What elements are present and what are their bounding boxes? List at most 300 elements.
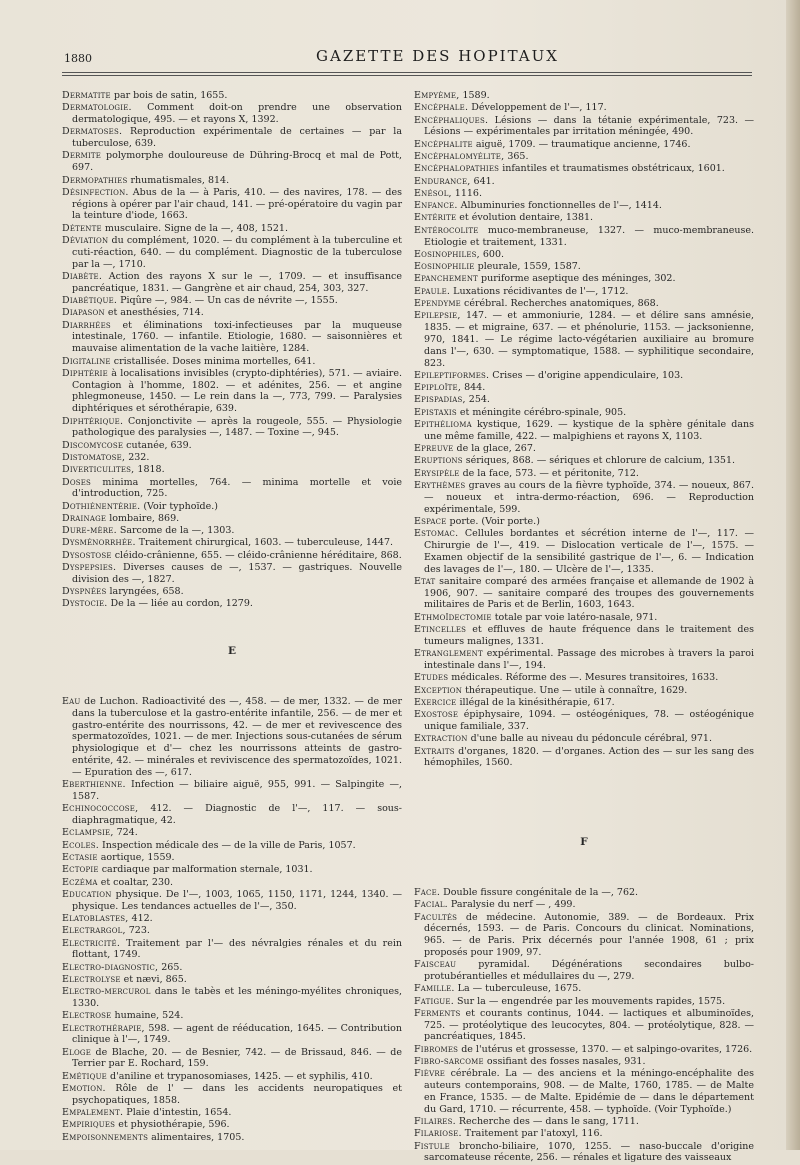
index-entry bbox=[62, 1132, 402, 1144]
entry-headword: Electro-mercurol bbox=[62, 986, 151, 998]
entry-text: Comment doit-on prendre une observation dermatologique, 495. — et rayons X, 1392. bbox=[72, 102, 402, 126]
index-entry bbox=[414, 163, 754, 175]
entry-headword: Electrargol, bbox=[62, 925, 126, 937]
entry-text: Plaie d'intestin, 1654. bbox=[123, 1107, 232, 1119]
entry-text: totale par voie latéro-nasale, 971. bbox=[491, 611, 658, 623]
entry-text: porte. (Voir porte.) bbox=[446, 515, 540, 527]
index-entry bbox=[414, 310, 754, 369]
entry-text: cardiaque par malformation sternale, 1031. bbox=[98, 864, 313, 876]
entry-headword: Dysménorrhée. bbox=[62, 537, 136, 549]
entry-headword: Eruptions bbox=[414, 455, 463, 467]
entry-headword: Epanchement bbox=[414, 273, 479, 285]
entry-text: Reproduction expérimentale de certaines — par la tuberculose, 639. bbox=[72, 126, 402, 150]
entry-text: de médecine. Autonomie, 389. — de Bordeaux. Prix décernés, 1593. — de Paris. Concours du clinicat. Nominations, 965. — de Paris. Prix décernés pour l'année 1908, 61 ; prix proposés pour 1909, 97. bbox=[424, 911, 754, 958]
entry-text: 844. bbox=[461, 382, 486, 394]
index-entry bbox=[62, 175, 402, 187]
index-entry bbox=[62, 187, 402, 222]
entry-text: et effluves de haute fréquence dans le traitement des tumeurs malignes, 1331. bbox=[424, 624, 754, 647]
index-entry bbox=[414, 576, 754, 611]
index-entry bbox=[62, 852, 402, 864]
header-rule bbox=[62, 72, 752, 73]
header-rule-double bbox=[62, 75, 752, 76]
entry-headword: Enfance. bbox=[414, 200, 458, 212]
entry-headword: Dermatologie. bbox=[62, 102, 132, 114]
index-entry bbox=[62, 827, 402, 839]
index-entry bbox=[414, 115, 754, 139]
entry-text: lombaire, 869. bbox=[106, 512, 180, 524]
index-entry bbox=[414, 528, 754, 575]
index-entry bbox=[414, 261, 754, 273]
entry-headword: Emotion. bbox=[62, 1083, 106, 1095]
entry-headword: Dysostose bbox=[62, 549, 112, 561]
entry-headword: Electrose bbox=[62, 1010, 112, 1022]
index-entry bbox=[414, 139, 754, 151]
entry-text: Lésions — dans la tétanie expérimentale, 723. — Lésions — expérimentales par irritation méningée, 490. bbox=[424, 114, 754, 138]
entries-d bbox=[62, 90, 402, 610]
entry-text: cérébrale. La — des anciens et la méningo-encéphalite des auteurs contemporains, 908. — de Malte, 1760, 1785. — de Malte en France, 1535. — de Malte. Epidémie de — dans le département du Gard, 1710. — récurrente, 458. — typhoïde. (Voir Typhoïde.) bbox=[424, 1068, 754, 1115]
entry-headword: Drainage bbox=[62, 512, 107, 524]
entry-headword: Epileptiformes. bbox=[414, 369, 490, 381]
entry-text: illégal de la kinésithérapie, 617. bbox=[456, 696, 615, 708]
entry-text: humaine, 524. bbox=[111, 1010, 184, 1022]
entry-headword: Facultés bbox=[414, 911, 458, 923]
entry-text: Traitement par l'— des névralgies rénales et du rein flottant, 1749. bbox=[72, 937, 402, 961]
entry-headword: Détente bbox=[62, 222, 102, 234]
entry-headword: Diapason bbox=[62, 307, 105, 319]
entry-text: dans le tabès et les méningo-myélites chroniques, 1330. bbox=[72, 986, 402, 1009]
entry-headword: Encéphalopathies bbox=[414, 163, 500, 175]
index-entry bbox=[62, 1047, 402, 1071]
entry-text: Double fissure congénitale de la —, 762. bbox=[440, 886, 639, 898]
index-entry bbox=[62, 102, 402, 126]
entry-headword: Dermite bbox=[62, 150, 102, 162]
index-entry bbox=[414, 370, 754, 382]
entry-headword: Fatigue. bbox=[414, 995, 454, 1007]
entry-text: cristallisée. Doses minima mortelles, 641. bbox=[110, 355, 316, 367]
entry-text: épiphysaire, 1094. — ostéogéniques, 78. — ostéogénique unique familiale, 337. bbox=[424, 709, 754, 732]
entry-text: cléido-crânienne, 655. — cléido-crânienne héréditaire, 868. bbox=[111, 549, 402, 561]
entry-text: Albuminuries fonctionnelles de l'—, 1414. bbox=[457, 200, 662, 212]
index-entry bbox=[414, 102, 754, 114]
index-entry bbox=[414, 1044, 754, 1056]
entry-text: par bois de satin, 1655. bbox=[110, 90, 228, 101]
entry-headword: Désinfection. bbox=[62, 186, 129, 198]
entry-headword: Dothiénentérie. bbox=[62, 500, 141, 512]
index-entry bbox=[62, 1023, 402, 1047]
index-entry bbox=[414, 1008, 754, 1043]
entry-text: Sarcome de la —, 1303. bbox=[116, 525, 235, 537]
index-entry bbox=[414, 672, 754, 684]
index-entry bbox=[414, 1116, 754, 1128]
index-entry bbox=[62, 877, 402, 889]
index-entry bbox=[62, 90, 402, 102]
index-entry bbox=[62, 562, 402, 586]
index-entry bbox=[414, 286, 754, 298]
entry-headword: Dure-mère. bbox=[62, 525, 117, 537]
index-entry bbox=[62, 586, 402, 598]
entry-text: Développement de l'—, 117. bbox=[468, 102, 607, 114]
entry-headword: Facial. bbox=[414, 899, 448, 911]
entry-headword: Ectasie bbox=[62, 851, 98, 863]
entry-headword: Empalement. bbox=[62, 1107, 124, 1119]
entry-headword: Diphtérie bbox=[62, 367, 108, 379]
entry-headword: Diverticulites, bbox=[62, 464, 135, 476]
entry-headword: Eczéma bbox=[62, 876, 98, 888]
entry-headword: Empyème, bbox=[414, 90, 460, 101]
entry-text: Piqûre —, 984. — Un cas de névrite —, 1555. bbox=[117, 295, 338, 307]
index-entry bbox=[62, 126, 402, 150]
index-entry bbox=[414, 697, 754, 709]
index-entry bbox=[62, 271, 402, 295]
entry-text: pyramidal. Dégénérations secondaires bulbo-protubérantielles et médullaires du —, 279. bbox=[424, 959, 754, 982]
entry-text: médicales. Réforme des —. Mesures transitoires, 1633. bbox=[448, 672, 719, 684]
entry-text: d'organes, 1820. — d'organes. Action des — sur les sang des hémophiles, 1560. bbox=[424, 745, 754, 769]
index-entry bbox=[414, 648, 754, 672]
entry-text: Infection — biliaire aiguë, 955, 991. — Salpingite —, 1587. bbox=[72, 779, 402, 802]
entry-text: Crises — d'origine appendiculaire, 103. bbox=[489, 369, 684, 381]
entry-text: du complément, 1020. — du complément à la tuberculine et cuti-réaction, 640. — du complément. Diagnostic de la tuberculose par la —, 1710. bbox=[72, 235, 402, 270]
entry-text: et anesthésies, 714. bbox=[104, 307, 204, 319]
entry-headword: Etudes bbox=[414, 672, 449, 684]
running-title: GAZETTE DES HOPITAUX bbox=[316, 47, 559, 65]
page-number: 1880 bbox=[64, 52, 92, 65]
index-entry bbox=[414, 516, 754, 528]
index-entry bbox=[414, 746, 754, 770]
entry-text: à localisations invisibles (crypto-diphtéries), 571. — aviaire. Contagion à l'homme, 1802. — et adénites, 256. — et angine phlegmoneuse, 1450. — Le rein dans la —, 773, 799. — Paralysies diphtériques et sérothérapie, 639. bbox=[72, 367, 402, 415]
entry-text: physique. De l'—, 1003, 1065, 1150, 1171, 1244, 1340. — physique. Les tendances actuelles de l'—, 350. bbox=[72, 888, 402, 912]
index-entry bbox=[414, 1068, 754, 1115]
entry-headword: Exostose bbox=[414, 709, 459, 721]
entry-text: Recherche des — dans le sang, 1711. bbox=[455, 1116, 639, 1128]
entry-headword: Elatoblastes, bbox=[62, 912, 129, 924]
entry-text: et coaltar, 230. bbox=[97, 876, 174, 888]
index-entry bbox=[62, 962, 402, 974]
entry-text: Paralysie du nerf — , 499. bbox=[447, 899, 576, 911]
index-entry bbox=[62, 525, 402, 537]
entry-text: broncho-biliaire, 1070, 1255. — naso-buccale d'origine sarcomateuse récente, 256. — rénales et ligature des vaisseaux bbox=[424, 1140, 754, 1164]
entry-text: muco-membraneuse, 1327. — muco-membraneuse. Etiologie et traitement, 1331. bbox=[424, 224, 754, 248]
page-edge bbox=[786, 0, 800, 1150]
entry-headword: Ecoles. bbox=[62, 839, 100, 851]
entry-headword: Ectopie bbox=[62, 864, 99, 876]
index-entry bbox=[414, 455, 754, 467]
index-entry bbox=[414, 480, 754, 515]
entry-text: Rôle de l' — dans les accidents neuropatiques et psychopatiques, 1858. bbox=[72, 1083, 402, 1106]
index-entry bbox=[62, 235, 402, 270]
index-entry bbox=[62, 307, 402, 319]
entry-text: cérébral. Recherches anatomiques, 868. bbox=[461, 298, 659, 310]
entry-text: expérimental. Passage des microbes à travers la paroi intestinale dans l'—, 194. bbox=[424, 648, 754, 671]
entry-headword: Diphtérique. bbox=[62, 415, 124, 427]
index-entry bbox=[414, 176, 754, 188]
index-entry bbox=[62, 889, 402, 913]
index-entry bbox=[414, 912, 754, 959]
entry-headword: Eosinophilie bbox=[414, 261, 475, 273]
entries-e-continued bbox=[414, 90, 754, 769]
entry-text: (Voir typhoïde.) bbox=[140, 500, 218, 512]
entry-headword: Estomac. bbox=[414, 528, 459, 540]
entry-headword: Encéphaliques. bbox=[414, 114, 489, 126]
index-entry bbox=[414, 709, 754, 733]
entry-text: 412. — Diagnostic de l'—, 117. — sous-diaphragmatique, 42. bbox=[72, 803, 402, 827]
index-entry bbox=[414, 1141, 754, 1165]
entry-headword: Digitaline bbox=[62, 355, 111, 367]
entries-f bbox=[414, 887, 754, 1164]
entry-headword: Famille. bbox=[414, 983, 455, 995]
index-entry bbox=[62, 696, 402, 779]
entry-headword: Entérocolite bbox=[414, 224, 479, 236]
index-entry bbox=[62, 320, 402, 355]
entry-text: 641. bbox=[470, 175, 495, 187]
index-entry bbox=[414, 612, 754, 624]
index-entry bbox=[414, 249, 754, 261]
index-entry bbox=[414, 887, 754, 899]
entry-text: thérapeutique. Une — utile à connaître, 1629. bbox=[462, 684, 688, 696]
index-entry bbox=[414, 225, 754, 249]
index-entry bbox=[414, 298, 754, 310]
entry-headword: Fibro-sarcome bbox=[414, 1056, 484, 1068]
entry-headword: Electricité. bbox=[62, 937, 121, 949]
entry-headword: Doses bbox=[62, 476, 92, 488]
index-entry bbox=[414, 996, 754, 1008]
entry-text: Traitement chirurgical, 1603. — tuberculeuse, 1447. bbox=[135, 537, 394, 549]
index-entry bbox=[62, 1083, 402, 1107]
index-entry bbox=[414, 151, 754, 163]
entry-headword: Epilepsie, bbox=[414, 310, 461, 322]
index-entry bbox=[62, 803, 402, 827]
entry-text: cutanée, 639. bbox=[123, 439, 192, 451]
entry-text: Luxations récidivantes de l'—, 1712. bbox=[450, 285, 629, 297]
index-entry bbox=[414, 443, 754, 455]
entry-text: Diverses causes de —, 1537. — gastriques. Nouvelle division des —, 1827. bbox=[72, 562, 402, 585]
entry-headword: Dermatite bbox=[62, 90, 111, 101]
index-entry bbox=[62, 452, 402, 464]
entry-headword: Empoisonnements bbox=[62, 1131, 149, 1143]
entry-text: 1589. bbox=[459, 90, 490, 101]
entry-text: musculaire. Signe de la —, 408, 1521. bbox=[101, 222, 288, 234]
entry-text: Cellules bordantes et sécrétion interne de l'—, 117. — Chirurgie de l'—, 419. — Dislocation verticale de l'—, 1575. — Examen objectif de la sensibilité gastrique de l'—, 6. — Indication des lavages de l'—, 180. — Ulcère de l'—, 1335. bbox=[424, 528, 754, 575]
entry-text: Sur la — engendrée par les mouvements rapides, 1575. bbox=[453, 995, 726, 1007]
index-entry bbox=[62, 1071, 402, 1083]
entry-headword: Extraction bbox=[414, 733, 468, 745]
entry-text: 1818. bbox=[134, 464, 165, 476]
index-entry bbox=[414, 733, 754, 745]
index-entry bbox=[414, 212, 754, 224]
index-entry bbox=[414, 899, 754, 911]
index-entry bbox=[62, 464, 402, 476]
entry-text: 254. bbox=[465, 394, 490, 406]
entry-text: Inspection médicale des — de la ville de Paris, 1057. bbox=[99, 839, 356, 851]
entry-headword: Eclampsie, bbox=[62, 827, 114, 839]
entry-headword: Déviation bbox=[62, 235, 109, 247]
index-entry bbox=[62, 368, 402, 415]
section-letter-e: E bbox=[227, 645, 236, 658]
entry-headword: Etincelles bbox=[414, 624, 467, 636]
index-entry bbox=[62, 913, 402, 925]
index-entry bbox=[414, 188, 754, 200]
index-entry bbox=[414, 419, 754, 443]
index-entry bbox=[62, 779, 402, 803]
right-column bbox=[414, 90, 754, 1165]
entry-text: 723. bbox=[125, 925, 150, 937]
entry-text: 598. — agent de rééducation, 1645. — Contribution clinique à l'—, 1749. bbox=[72, 1022, 402, 1046]
entry-text: et évolution dentaire, 1381. bbox=[456, 212, 594, 224]
index-entry bbox=[414, 394, 754, 406]
entry-headword: Discomycose bbox=[62, 439, 124, 451]
entry-text: De la — liée au cordon, 1279. bbox=[107, 598, 253, 610]
entry-headword: Eosinophiles, bbox=[414, 248, 480, 260]
index-entry bbox=[414, 685, 754, 697]
entry-headword: Eau bbox=[62, 696, 81, 708]
entry-headword: Eberthienne. bbox=[62, 779, 126, 791]
entry-headword: Eloge bbox=[62, 1046, 92, 1058]
entry-text: Abus de la — à Paris, 410. — des navires, 178. — des régions à opérer par l'air chaud, 141. — pré-opératoire du vagin par la teinture d'iode, 1663. bbox=[72, 186, 402, 222]
entry-headword: Exception bbox=[414, 684, 463, 696]
entry-text: rhumatismales, 814. bbox=[127, 174, 230, 186]
index-entry bbox=[414, 1056, 754, 1068]
entry-text: et physiothérapie, 596. bbox=[115, 1119, 230, 1131]
index-entry bbox=[62, 840, 402, 852]
entries-e bbox=[62, 696, 402, 1143]
entry-text: infantiles et traumatismes obstétricaux, 1601. bbox=[499, 163, 725, 175]
index-entry bbox=[62, 1010, 402, 1022]
index-entry bbox=[62, 477, 402, 501]
entry-headword: Extraits bbox=[414, 745, 455, 757]
entry-headword: Empiriques bbox=[62, 1119, 116, 1131]
index-entry bbox=[62, 295, 402, 307]
entry-text: laryngées, 658. bbox=[106, 586, 184, 598]
index-entry bbox=[62, 416, 402, 440]
entry-headword: Dyspepsies. bbox=[62, 562, 117, 574]
entry-text: 412. bbox=[128, 912, 153, 924]
left-column bbox=[62, 90, 402, 1144]
index-entry bbox=[62, 550, 402, 562]
entry-headword: Echinococcose, bbox=[62, 803, 139, 815]
entry-text: pleurale, 1559, 1587. bbox=[474, 261, 581, 273]
entry-text: de la face, 573. — et péritonite, 712. bbox=[459, 467, 639, 479]
entry-text: alimentaires, 1705. bbox=[148, 1131, 245, 1143]
index-entry bbox=[62, 925, 402, 937]
index-entry bbox=[62, 440, 402, 452]
entry-headword: Encéphalomyélite, bbox=[414, 150, 505, 162]
entry-text: et courants continus, 1044. — lactiques et albuminoïdes, 725. — protéolytique des leucocytes, 804. — protéolytique, 828. — pancréatiques, 1845. bbox=[424, 1007, 754, 1043]
entry-headword: Dermatoses. bbox=[62, 126, 123, 138]
index-entry bbox=[62, 1119, 402, 1131]
entry-headword: Ferments bbox=[414, 1007, 461, 1019]
entry-headword: Electro-diagnostic, bbox=[62, 961, 159, 973]
entry-headword: Diabète. bbox=[62, 270, 103, 282]
index-entry bbox=[414, 1128, 754, 1140]
index-entry bbox=[62, 501, 402, 513]
entry-headword: Fistule bbox=[414, 1140, 450, 1152]
entry-headword: Electrolyse bbox=[62, 973, 121, 985]
entry-headword: Fibromes bbox=[414, 1043, 459, 1055]
index-entry bbox=[62, 974, 402, 986]
entry-headword: Diarrhées bbox=[62, 319, 111, 331]
entry-headword: Encéphale. bbox=[414, 102, 469, 114]
index-entry bbox=[414, 407, 754, 419]
index-entry bbox=[62, 864, 402, 876]
entry-headword: Etat bbox=[414, 575, 436, 587]
entry-headword: Encéphalite bbox=[414, 138, 473, 150]
entry-headword: Espace bbox=[414, 515, 447, 527]
entry-headword: Emétique bbox=[62, 1070, 107, 1082]
entry-headword: Entérite bbox=[414, 212, 457, 224]
entry-text: kystique, 1629. — kystique de la sphère génitale dans une même famille, 422. — malpighiens et rayons X, 1103. bbox=[424, 419, 754, 442]
entry-text: Traitement par l'atoxyl, 116. bbox=[461, 1128, 603, 1140]
entry-text: 365. bbox=[504, 150, 529, 162]
entry-text: 265. bbox=[158, 961, 183, 973]
entry-text: graves au cours de la fièvre typhoïde, 374. — noueux, 867. — noueux et intra-dermo-réaction, 696. — Reproduction expérimentale, 599. bbox=[424, 480, 754, 515]
entry-text: de la glace, 267. bbox=[453, 443, 536, 455]
entry-text: 147. — et ammoniurie, 1284. — et délire sans amnésie, 1835. — et migraine, 637. — et phénolurie, 1153. — jacksonienne, 970, 1841. — Le régime lacto-végétarien auxiliaire au bromure dans l'—, 630. — symptomatique, 1588. — syphilitique secondaire, 823. bbox=[424, 310, 754, 369]
entry-headword: Dermopathies bbox=[62, 174, 128, 186]
entry-text: La — tuberculeuse, 1675. bbox=[454, 983, 582, 995]
index-entry bbox=[62, 938, 402, 962]
section-letter-f: F bbox=[580, 836, 588, 849]
entry-headword: Ethmoïdectomie bbox=[414, 611, 492, 623]
entry-text: 1116. bbox=[451, 187, 482, 199]
entry-headword: Epiploïte, bbox=[414, 382, 462, 394]
entry-headword: Epreuve bbox=[414, 443, 454, 455]
index-entry bbox=[414, 273, 754, 285]
entry-headword: Dystocie. bbox=[62, 598, 108, 610]
index-entry bbox=[62, 537, 402, 549]
entry-text: ossifiant des fosses nasales, 931. bbox=[483, 1056, 646, 1068]
entry-text: 724. bbox=[113, 827, 138, 839]
index-entry bbox=[414, 624, 754, 648]
index-entry bbox=[62, 223, 402, 235]
index-entry bbox=[414, 983, 754, 995]
entry-headword: Enésol, bbox=[414, 187, 452, 199]
entry-text: 232. bbox=[125, 451, 150, 463]
entry-headword: Dyspnées bbox=[62, 586, 107, 598]
entry-text: sériques, 868. — sériques et chlorure de calcium, 1351. bbox=[462, 455, 736, 467]
entry-text: et nævi, 865. bbox=[120, 973, 187, 985]
entry-text: polymorphe douloureuse de Dühring-Brocq et mal de Pott, 697. bbox=[72, 150, 402, 174]
entry-text: de Blache, 20. — de Besnier, 742. — de Brissaud, 846. — de Terrier par E. Rochard, 159. bbox=[72, 1046, 402, 1070]
index-entry bbox=[414, 382, 754, 394]
entry-text: d'une balle au niveau du pédoncule cérébral, 971. bbox=[467, 733, 712, 745]
entry-text: et éliminations toxi-infectieuses par la muqueuse intestinale, 1760. — infantile. Etiologie, 1680. — saisonnières et mauvaise alimentation de la vache laitière, 1284. bbox=[72, 319, 402, 355]
entry-text: d'aniline et trypanosomiases, 1425. — et syphilis, 410. bbox=[107, 1070, 373, 1082]
entry-text: de l'utérus et grossesse, 1370. — et salpingo-ovarites, 1726. bbox=[458, 1043, 753, 1055]
entry-headword: Fièvre bbox=[414, 1068, 446, 1080]
entry-headword: Epithélioma bbox=[414, 419, 472, 431]
entry-headword: Distomatose, bbox=[62, 451, 126, 463]
entry-text: 600. bbox=[479, 248, 505, 260]
index-entry bbox=[414, 468, 754, 480]
entry-text: Conjonctivite — après la rougeole, 555. — Physiologie pathologique des paralysies —, 1487. — Toxine —, 945. bbox=[72, 415, 402, 439]
entry-text: minima mortelles, 764. — minima mortelle et voie d'introduction, 725. bbox=[72, 476, 402, 500]
index-entry bbox=[62, 1107, 402, 1119]
entry-headword: Filaires. bbox=[414, 1116, 456, 1128]
entry-text: de Luchon. Radioactivité des —, 458. — de mer, 1332. — de mer dans la tuberculose et la gastro-entérite infantile, 256. — de mer et gastro-entérite des nourrissons, 42. — de mer et revivescence des spermatozoïdes, 1021. — de mer. Injections sous-cutanées de sérum physiologique et d'— chez les nourrissons atteints de gastro-entérite, 42. — minérales et reviviscence des spermatozoïdes, 1021. — Epuration des —, 617. bbox=[72, 696, 402, 778]
entry-headword: Epaule. bbox=[414, 285, 451, 297]
entry-headword: Filariose. bbox=[414, 1128, 462, 1140]
index-entry bbox=[62, 986, 402, 1010]
entry-headword: Erysipèle bbox=[414, 467, 460, 479]
entry-headword: Endurance, bbox=[414, 175, 471, 187]
entry-headword: Education bbox=[62, 888, 112, 900]
entry-headword: Erythèmes bbox=[414, 480, 466, 491]
entry-text: puriforme aseptique des méninges, 302. bbox=[478, 273, 676, 285]
index-entry bbox=[414, 90, 754, 102]
entry-headword: Faisceau bbox=[414, 959, 457, 971]
entry-headword: Exercice bbox=[414, 696, 457, 708]
index-entry bbox=[62, 150, 402, 174]
entry-headword: Diabétique. bbox=[62, 295, 118, 307]
